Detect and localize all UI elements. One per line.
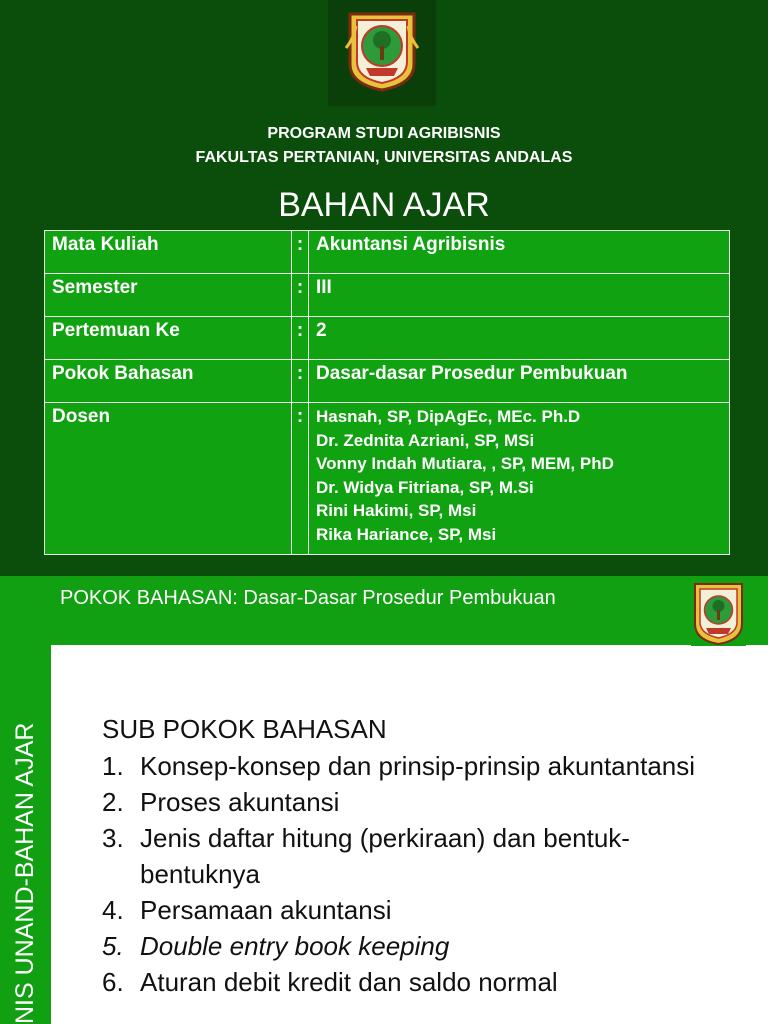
item-text: Persamaan akuntansi: [140, 895, 392, 925]
item-text: Proses akuntansi: [140, 787, 340, 817]
program-name: PROGRAM STUDI AGRIBISNIS: [267, 125, 501, 142]
row-value: Akuntansi Agribisnis: [309, 231, 730, 274]
list-item: [102, 892, 722, 928]
section-title: SUB POKOK BAHASAN: [102, 714, 387, 744]
item-number: 6.: [102, 967, 124, 997]
lecturer-name: Rika Hariance, SP, Msi: [316, 524, 497, 544]
page-title: BAHAN AJAR: [278, 186, 490, 224]
lecturer-name: Rini Hakimi, SP, Msi: [316, 501, 477, 520]
list-item: [102, 820, 722, 892]
topic-band: [51, 576, 768, 645]
table-row: [45, 317, 730, 360]
university-crest-icon: [344, 8, 420, 92]
row-label: Mata Kuliah: [45, 231, 292, 274]
table-row: [45, 360, 730, 403]
row-value: Dasar-dasar Prosedur Pembukuan: [309, 360, 730, 403]
item-text: Konsep-konsep dan prinsip-prinsip akuntantansi: [140, 751, 696, 781]
content-slide: [0, 576, 768, 1024]
list-item: [102, 784, 722, 820]
lecturer-name: Vonny Indah Mutiara, , SP, MEM, PhD: [316, 454, 614, 473]
row-separator: :: [292, 403, 309, 555]
item-number: 3.: [102, 823, 124, 853]
lecturer-name: Dr. Zednita Azriani, SP, MSi: [316, 430, 535, 450]
lecturer-list: [309, 403, 730, 555]
side-vertical-text: NIS UNAND-BAHAN AJAR: [11, 722, 39, 1024]
row-separator: :: [292, 360, 309, 403]
item-number: 2.: [102, 787, 124, 817]
list-item: [102, 748, 722, 784]
table-row-dosen: [45, 403, 730, 555]
row-value: III: [309, 274, 730, 317]
list-item: [102, 964, 722, 1000]
list-item: [102, 928, 722, 964]
university-crest-small-icon: [691, 576, 746, 646]
sub-topic-list: [102, 748, 722, 1000]
topic-heading: POKOK BAHASAN: Dasar-Dasar Prosedur Pembukuan: [60, 587, 556, 609]
item-number: 5.: [102, 931, 124, 961]
row-separator: :: [292, 274, 309, 317]
faculty-name: FAKULTAS PERTANIAN, UNIVERSITAS ANDALAS: [195, 149, 573, 166]
institution-heading: [0, 122, 768, 170]
row-label: Pokok Bahasan: [45, 360, 292, 403]
item-number: 4.: [102, 895, 124, 925]
sub-topic-section: [102, 712, 722, 1000]
side-bar: [0, 576, 51, 1024]
row-label: Semester: [45, 274, 292, 317]
item-text: Jenis daftar hitung (perkiraan) dan bentuk-bentuknya: [140, 823, 630, 889]
item-text: Aturan debit kredit dan saldo normal: [140, 967, 558, 997]
row-separator: :: [292, 231, 309, 274]
crest-frame: [328, 0, 436, 106]
item-text: Double entry book keeping: [140, 931, 450, 961]
item-number: 1.: [102, 751, 124, 781]
row-label: Dosen: [45, 403, 292, 555]
lecturer-name: Dr. Widya Fitriana, SP, M.Si: [316, 477, 534, 497]
table-row: [45, 274, 730, 317]
lecturer-name: Hasnah, SP, DipAgEc, MEc. Ph.D: [316, 407, 581, 426]
row-separator: :: [292, 317, 309, 360]
course-info-table: [44, 230, 730, 555]
table-row: [45, 231, 730, 274]
row-value: 2: [309, 317, 730, 360]
row-label: Pertemuan Ke: [45, 317, 292, 360]
